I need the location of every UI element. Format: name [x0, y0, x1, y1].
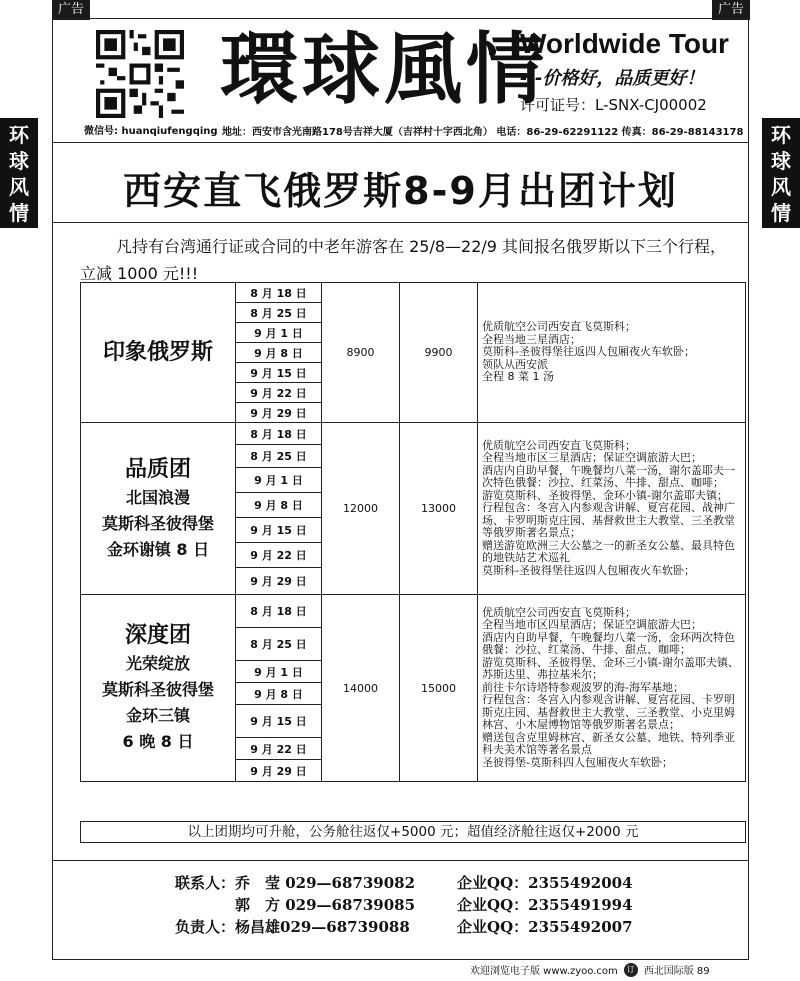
tour-name-line: 北国浪漫: [125, 487, 190, 507]
license-number: 许可证号：L-SNX-CJ00002: [520, 96, 707, 114]
tour-name-line: 品质团: [124, 456, 191, 482]
departure-date: 8 月 18 日: [236, 595, 322, 628]
company-address: 地址：西安市含光南路178号吉祥大厦（吉祥村十字西北角） 电话：86-29-62291122 传真：86-29-88143178: [222, 127, 744, 138]
tour-description-line: 优质航空公司西安直飞莫斯科；: [482, 605, 636, 619]
departure-date: 9 月 8 日: [236, 343, 322, 363]
wechat-id: 微信号: huanqiufengqing: [84, 126, 218, 137]
tour-description-line: 全程当地市区四星酒店；保证空调旅游大巴；: [482, 618, 702, 632]
contact-phone: 联系人：乔 莹 029—68739082: [175, 874, 416, 892]
footer-mark-icon: 订: [624, 963, 638, 977]
tour-price-a: 12000: [322, 423, 400, 595]
tour-name: [81, 595, 236, 782]
tour-description-line: 莫斯科-圣彼得堡往返四人包厢夜火车软卧；: [482, 345, 695, 359]
tour-name-line: 深度团: [124, 623, 191, 648]
tour-schedule-table: [80, 282, 746, 782]
tour-name: [81, 423, 236, 595]
departure-date: 8 月 18 日: [236, 423, 322, 445]
promo-intro: 凡持有台湾通行证或合同的中老年游客在 25/8—22/9 其间报名俄罗斯以下三个行程，立减 1000 元!!!: [80, 237, 727, 283]
tour-price-b: 13000: [400, 423, 478, 595]
tour-name-line: 印象俄罗斯: [102, 339, 213, 365]
tour-description-line: 优质航空公司西安直飞莫斯科；: [482, 438, 636, 452]
departure-date: 9 月 29 日: [236, 403, 322, 423]
tour-price-a: 8900: [322, 283, 400, 423]
tour-price-b: 15000: [400, 595, 478, 782]
footer-edition: 西北国际版 89: [643, 966, 710, 977]
tour-name-line: 6 晚 8 日: [122, 732, 194, 751]
contact-list: [175, 872, 633, 938]
tour-description: [478, 595, 746, 782]
tour-description-line: 圣彼得堡-莫斯科四人包厢夜火车软卧；: [482, 755, 673, 769]
tour-description: [478, 283, 746, 423]
departure-date: 9 月 15 日: [236, 518, 322, 543]
departure-date: 9 月 22 日: [236, 383, 322, 403]
departure-date: 9 月 22 日: [236, 543, 322, 568]
contact-row: [175, 894, 633, 916]
tour-date-row: [81, 283, 746, 303]
tour-description-line: 全程 8 菜 1 汤: [482, 370, 554, 384]
ad-label-right: 广告: [712, 0, 750, 20]
tour-name: [81, 283, 236, 423]
footer-site: 欢迎浏览电子版 www.zyoo.com: [470, 966, 618, 977]
contact-phone: 郭 方 029—68739085: [175, 896, 416, 914]
tour-description-line: 领队从西安派: [482, 357, 548, 371]
tour-name-line: 金环谢镇 8 日: [106, 539, 210, 559]
contact-qq: 企业QQ：2355492007: [457, 918, 633, 936]
contact-qq: 企业QQ：2355492004: [457, 874, 633, 892]
tour-description-line: 游览莫斯科、圣彼得堡、金环三小镇-谢尔盖耶夫镇、苏斯达里、弗拉基米尔；: [482, 655, 739, 682]
page-footer: [470, 962, 710, 977]
departure-date: 9 月 8 日: [236, 683, 322, 705]
tour-name-line: 莫斯科圣彼得堡: [101, 680, 214, 699]
tour-description-line: 酒店内自助早餐，午晚餐均八菜一汤，谢尔盖耶夫一次特色俄餐：沙拉、红菜汤、牛排、甜点、咖啡；: [482, 463, 735, 490]
departure-date: 9 月 22 日: [236, 738, 322, 760]
departure-date: 9 月 29 日: [236, 760, 322, 782]
departure-date: 9 月 1 日: [236, 661, 322, 683]
contact-row: [175, 916, 633, 938]
tour-description-line: 全程当地市区三星酒店；保证空调旅游大巴；: [482, 451, 702, 465]
departure-date: 8 月 25 日: [236, 303, 322, 323]
side-tab-right: 环 球 风 情: [762, 118, 800, 228]
qr-code-icon[interactable]: [96, 30, 184, 118]
tour-date-row: [81, 595, 746, 628]
contact-qq: 企业QQ：2355491994: [457, 896, 633, 914]
tour-description-line: 行程包含：冬宫入内参观含讲解、夏宫花园、卡罗明斯克庄园、基督救世主大教堂、三圣教堂、小克里姆林宫、小木屋博物馆等俄罗斯著名景点；: [482, 693, 735, 732]
departure-date: 9 月 15 日: [236, 705, 322, 738]
contact-phone: 负责人：杨昌雄029—68739088: [175, 918, 410, 936]
departure-date: 9 月 1 日: [236, 323, 322, 343]
tour-name-line: 光荣绽放: [125, 654, 190, 673]
tour-description-line: 莫斯科-圣彼得堡往返四人包厢夜火车软卧；: [482, 563, 695, 577]
tour-description-line: 行程包含：冬宫入内参观含讲解、夏宫花园、战神广场、卡罗明斯克庄园、基督救世主大教堂、三圣教堂等俄罗斯著名景点；: [482, 501, 735, 540]
contact-divider: [52, 860, 749, 861]
tour-description-line: 优质航空公司西安直飞莫斯科；: [482, 320, 636, 334]
departure-date: 9 月 29 日: [236, 568, 322, 595]
upgrade-note: 以上团期均可升舱，公务舱往返仅+5000 元；超值经济舱往返仅+2000 元: [80, 821, 746, 843]
tour-description: [478, 423, 746, 595]
departure-date: 8 月 18 日: [236, 283, 322, 303]
ad-label-left: 广告: [52, 0, 90, 20]
tour-description-line: 全程当地三星酒店；: [482, 332, 581, 346]
tour-description-line: 前往卡尔诗塔特参观波罗的海-海军基地；: [482, 680, 684, 694]
tour-description-line: 赠送包含克里姆林宫、新圣女公墓、地铁、特列季亚科夫美术馆等著名景点: [482, 730, 735, 757]
page-title: 西安直飞俄罗斯8-9月出团计划: [123, 169, 678, 213]
departure-date: 8 月 25 日: [236, 628, 322, 661]
tour-name-line: 金环三镇: [125, 706, 190, 725]
tour-description-line: 游览莫斯科、圣彼得堡、金环小镇-谢尔盖耶夫镇；: [482, 488, 728, 502]
departure-date: 8 月 25 日: [236, 445, 322, 468]
departure-date: 9 月 8 日: [236, 493, 322, 518]
brand-slogan: ---价格好，品质更好！: [520, 68, 705, 89]
header-divider: [52, 142, 749, 143]
tour-date-row: [81, 423, 746, 445]
tour-description-line: 赠送游览欧洲三大公墓之一的新圣女公墓、最具特色的地铁站艺术巡礼: [482, 538, 735, 565]
departure-date: 9 月 1 日: [236, 468, 322, 493]
contact-row: [175, 872, 633, 894]
brand-logo-text: 環球風情: [220, 24, 549, 115]
tour-price-b: 9900: [400, 283, 478, 423]
brand-english-name: Worldwide Tour: [520, 28, 729, 59]
tour-name-line: 莫斯科圣彼得堡: [101, 513, 214, 533]
tour-description-line: 酒店内自助早餐，午晚餐均八菜一汤，金环两次特色俄餐：沙拉、红菜汤、牛排、甜点、咖啡；: [482, 630, 735, 657]
side-tab-left: 环 球 风 情: [0, 118, 38, 228]
tour-price-a: 14000: [322, 595, 400, 782]
title-divider: [52, 222, 749, 223]
departure-date: 9 月 15 日: [236, 363, 322, 383]
